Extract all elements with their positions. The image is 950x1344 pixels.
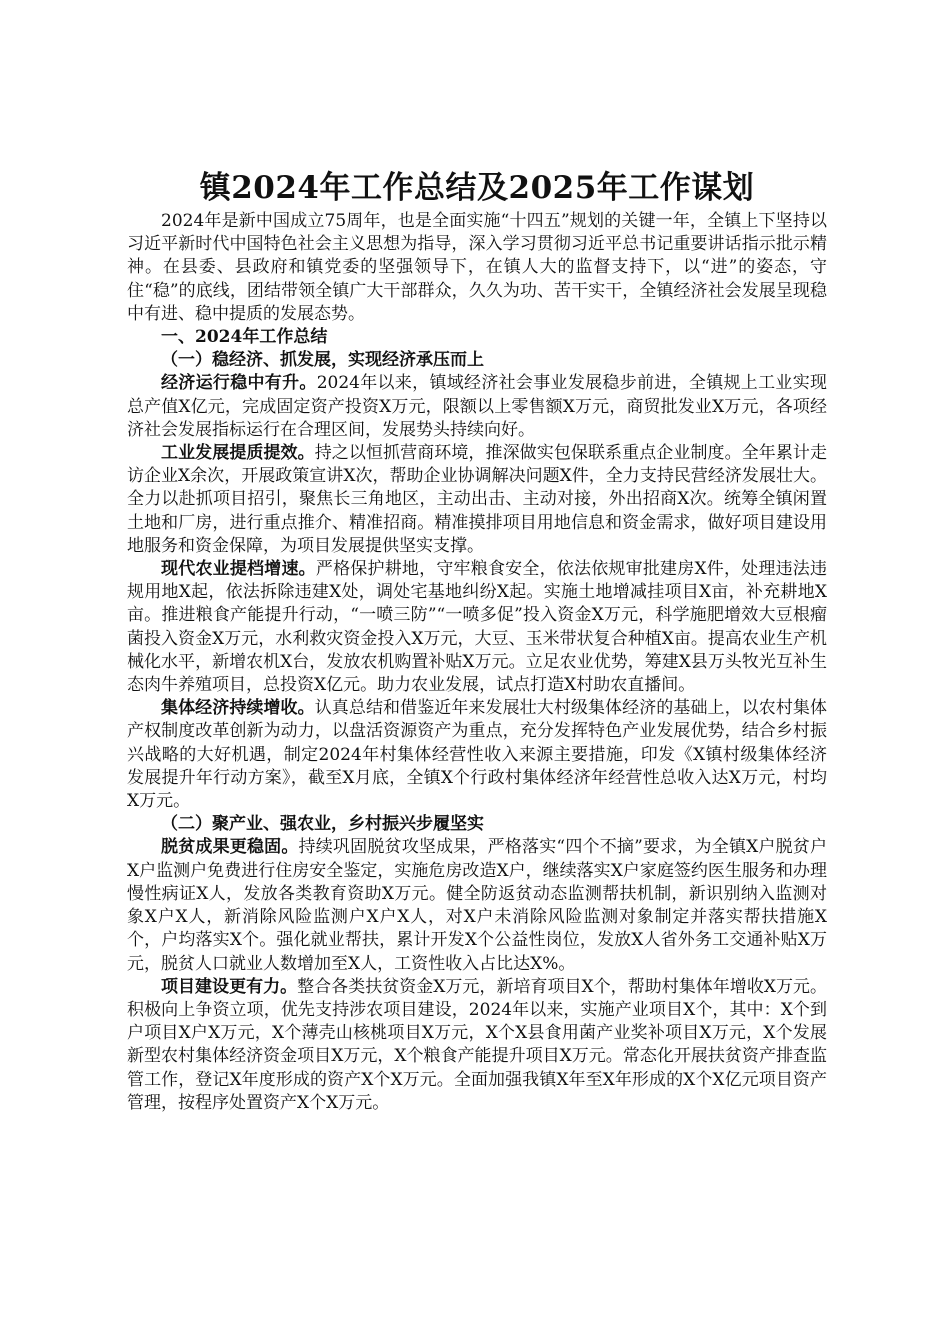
- paragraph-body: 持之以恒抓营商环境，推深做实包保联系重点企业制度。全年累计走访企业X余次，开展政策宣讲X次，帮助企业协调解决问题X件，全力支持民营经济发展壮大。全力以赴抓项目招引，聚焦长三角地区，主动出击、主动对接，外出招商X次。统筹全镇闲置土地和厂房，进行重点推介、精准招商。精准摸排项目用地信息和资金需求，做好项目建设用地服务和资金保障，为项目发展提供坚实支撑。: [127, 443, 828, 556]
- paragraph-lead: 经济运行稳中有升。: [161, 373, 317, 394]
- paragraph-body: 持续巩固脱贫攻坚成果，严格落实“四个不摘”要求，为全镇X户脱贫户X户监测户免费进行住房安全鉴定，实施危房改造X户，继续落实X户家庭签约医生服务和办理慢性病证X人，发放各类教育资助X万元。健全防返贫动态监测帮扶机制，新识别纳入监测对象X户X人，新消除风险监测户X户X人，对X户未消除风险监测对象制定并落实帮扶措施X个，户均落实X个。强化就业帮扶，累计开发X个公益性岗位，发放X人省外务工交通补贴X万元，脱贫人口就业人数增加至X人，工资性收入占比达X%。: [127, 837, 828, 974]
- paragraph-lead: 脱贫成果更稳固。: [161, 837, 299, 858]
- section-heading-1: 一、2024年工作总结: [161, 327, 328, 348]
- paragraph-lead: 项目建设更有力。: [161, 976, 298, 997]
- paragraph-poverty-alleviation: [127, 836, 827, 975]
- subsection-heading-1: （一）稳经济、抓发展，实现经济承压而上: [161, 350, 484, 371]
- document-title: 镇2024年工作总结及2025年工作谋划: [199, 170, 755, 206]
- paragraph-project-construction: [127, 976, 827, 1115]
- paragraph-lead: 现代农业提档增速。: [161, 559, 316, 580]
- paragraph-body: 认真总结和借鉴近年来发展壮大村级集体经济的基础上，以农村集体产权制度改革创新为动力，以盘活资源资产为重点，充分发挥特色产业发展优势，结合乡村振兴战略的大好机遇，制定2024年村集体经营性收入来源主要措施，印发《X镇村级集体经济发展提升年行动方案》，截至X月底，全镇X个行政村集体经济年经营性总收入达X万元，村均X万元。: [127, 698, 828, 812]
- subsection-heading-2: （二）聚产业、强农业，乡村振兴步履坚实: [161, 814, 484, 835]
- paragraph-lead: 工业发展提质提效。: [161, 443, 315, 464]
- paragraph-body: 2024年以来，镇域经济社会事业发展稳步前进，全镇规上工业实现总产值X亿元，完成固定资产投资X万元，限额以上零售额X万元，商贸批发业X万元，各项经济社会发展指标运行在合理区间，发展势头持续向好。: [127, 373, 828, 440]
- paragraph-collective-economy: [127, 697, 827, 813]
- paragraph-body: 严格保护耕地，守牢粮食安全，依法依规审批建房X件，处理违法违规用地X起，依法拆除违建X处，调处宅基地纠纷X起。实施土地增减挂项目X亩，补充耕地X亩。推进粮食产能提升行动，“一喷三防”“一喷多促”投入资金X万元，科学施肥增效大豆根瘤菌投入资金X万元，水利救灾资金投入X万元，大豆、玉米带状复合种植X亩。提高农业生产机械化水平，新增农机X台，发放农机购置补贴X万元。立足农业优势，筹建X县万头牧光互补生态肉牛养殖项目，总投资X亿元。助力农业发展，试点打造X村助农直播间。: [127, 559, 827, 696]
- document-page: [127, 168, 827, 1115]
- intro-paragraph: 2024年是新中国成立75周年，也是全面实施“十四五”规划的关键一年，全镇上下坚持以习近平新时代中国特色社会主义思想为指导，深入学习贯彻习近平总书记重要讲话指示批示精神。在县委、县政府和镇党委的坚强领导下，在镇人大的监督支持下，以“进”的姿态，守住“稳”的底线，团结带领全镇广大干部群众，久久为功、苦干实干，全镇经济社会发展呈现稳中有进、稳中提质的发展态势。: [127, 211, 827, 324]
- paragraph-lead: 集体经济持续增收。: [161, 698, 315, 719]
- paragraph-agriculture: [127, 558, 827, 697]
- paragraph-body: 整合各类扶贫资金X万元，新培育项目X个，帮助村集体年增收X万元。积极向上争资立项，优先支持涉农项目建设，2024年以来，实施产业项目X个，其中：X个到户项目X户X万元，X个薄壳山核桃项目X万元，X个X县食用菌产业奖补项目X万元，X个发展新型农村集体经济资金项目X万元，X个粮食产能提升项目X万元。常态化开展扶贫资产排查监管工作，登记X年度形成的资产X个X万元。全面加强我镇X年至X年形成的X个X亿元项目资产管理，按程序处置资产X个X万元。: [127, 976, 827, 1113]
- paragraph-industry: [127, 442, 827, 558]
- paragraph-economy: [127, 372, 827, 442]
